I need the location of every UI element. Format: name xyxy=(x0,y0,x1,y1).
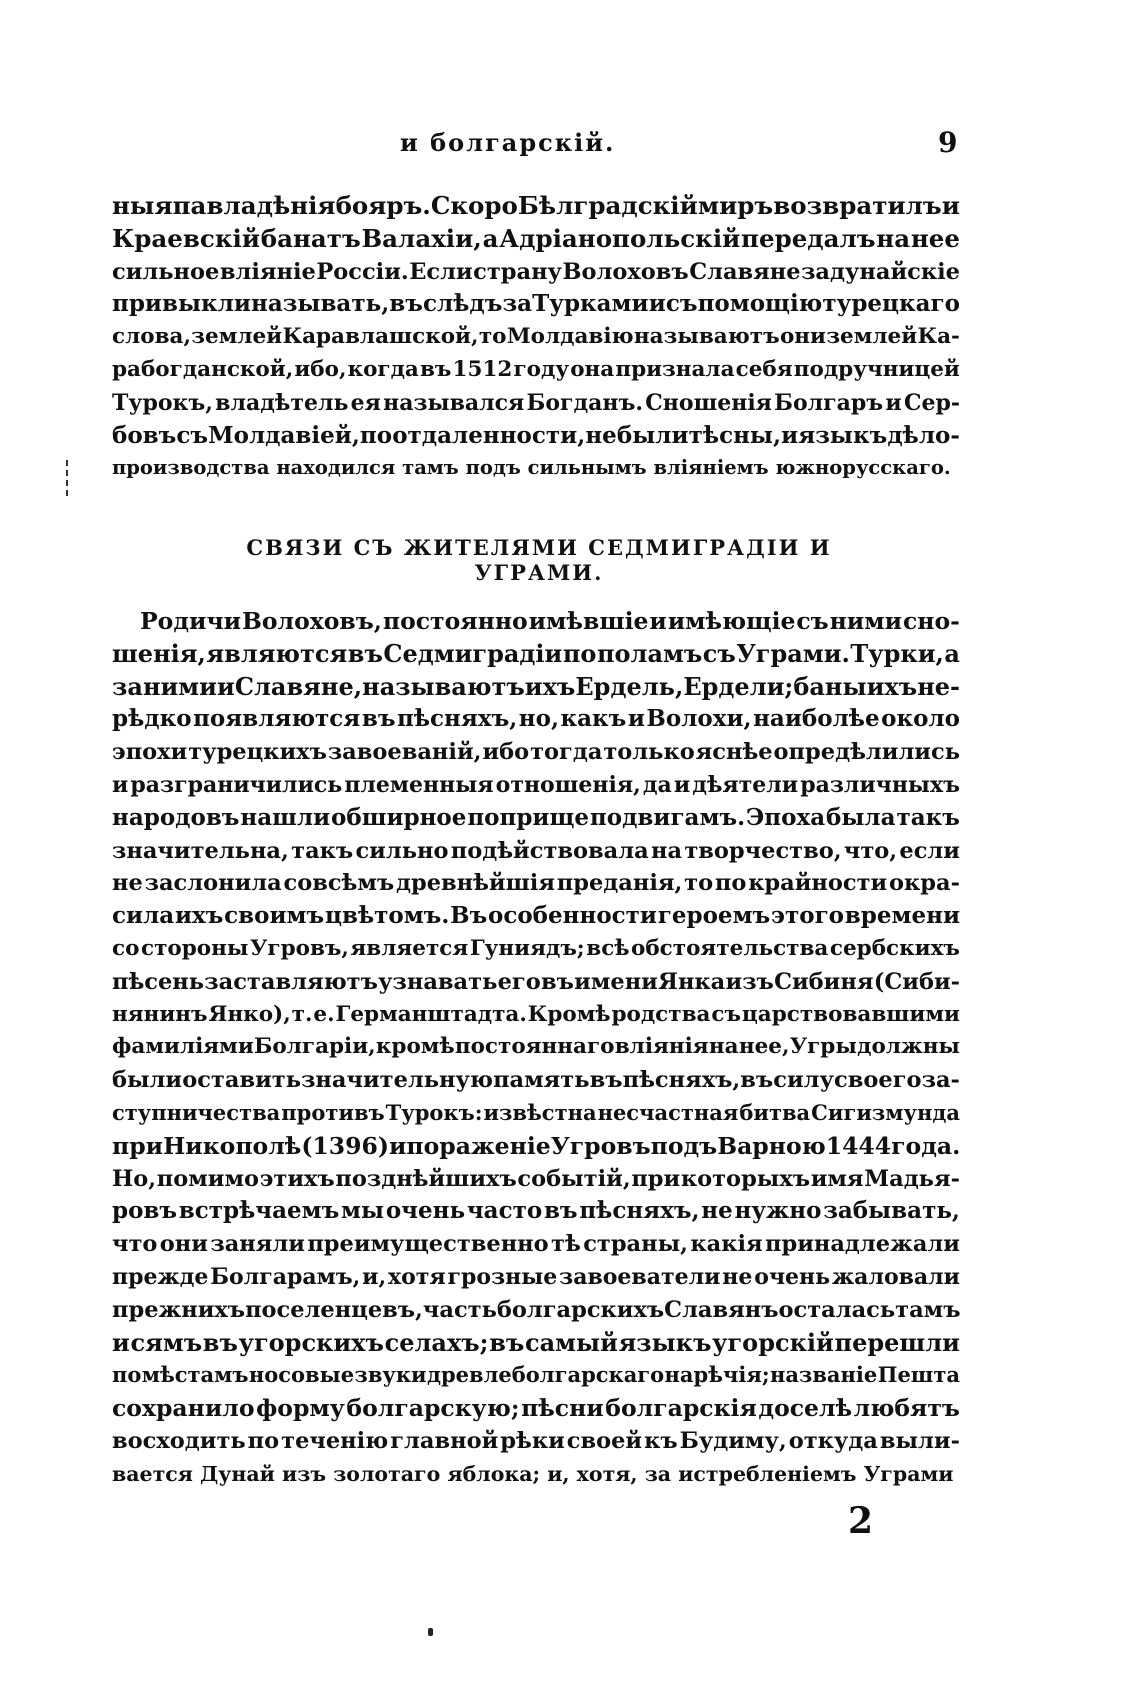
text-line: по мѣстамъ носовые звуки древлеболгарскаго нарѣчія; названіе Пешта xyxy=(112,1362,960,1388)
signature-mark: 2 xyxy=(848,1500,874,1542)
text-line: вается Дунай изъ золотаго яблока; и, хотя, за истребленіемъ Уграми xyxy=(112,1461,954,1486)
text-line: фамиліями Болгаріи, кромѣ постояннаго вліянія на нее, Угры должны xyxy=(112,1034,960,1060)
text-line: ровъ встрѣчаемъ мы очень часто въ пѣсняхъ, не нужно забывать, xyxy=(112,1197,960,1225)
margin-mark xyxy=(66,460,71,496)
text-line: производства находился тамъ подъ сильнымъ вліяніемъ южнорусскаго. xyxy=(112,456,951,480)
text-line: не заслонила совсѣмъ древнѣйшія преданія, то по крайности окра- xyxy=(112,870,960,897)
text-line: слова, землей Каравлашской, то Молдавію называютъ они землей Ка- xyxy=(112,324,960,350)
running-head: и болгарскій. xyxy=(400,128,616,157)
text-line: пѣсень заставляютъ узнавать его въ имени Янка изъ Сибиня (Сиби- xyxy=(112,968,960,995)
text-line: и разграничились племенныя отношенія, да и дѣятели различныхъ xyxy=(112,771,960,798)
text-line: бовъ съ Молдавіей, по отдаленности, не были тѣсны, и языкъ дѣло- xyxy=(112,421,960,449)
text-line: шенія, являются въ Седмиградіи по поламъ съ Уграми. Турки, а xyxy=(112,638,960,668)
text-line: что они заняли преимущественно тѣ страны, какія принадлежали xyxy=(112,1231,960,1258)
text-line: и сямъ въ угорскихъ селахъ; въ самый языкъ угорскій перешли xyxy=(112,1327,960,1357)
ink-speck xyxy=(428,1628,433,1636)
text-line: прежде Болгарамъ, и, хотя грозные завоеватели не очень жаловали xyxy=(112,1263,960,1290)
text-line: при Никополѣ (1396) и пораженіе Угровъ подъ Варною 1444 года. xyxy=(112,1131,961,1160)
page-number: 9 xyxy=(938,126,958,159)
text-line: за ними и Славяне, называютъ ихъ Ердель, Ердели; баны ихъ не- xyxy=(112,671,960,701)
text-line: привыкли называть, въ слѣдъ за Турками и съ помощію турецкаго xyxy=(112,290,960,318)
text-line: сила ихъ своимъ цвѣтомъ. Въ особенности героемъ этого времени xyxy=(112,902,960,930)
text-line: ныя па владѣнія бояръ. Скоро Бѣлградскій миръ возвратилъ и xyxy=(112,191,960,220)
paragraph-1 xyxy=(112,190,960,485)
text-line: Родичи Волоховъ, постоянно имѣвшіе и имѣющіе съ ними сно- xyxy=(140,607,960,635)
text-line: Краевскій банатъ Валахіи, а Адріанопольскій передалъ на нее xyxy=(112,223,960,253)
text-line: рабогданской, ибо, когда въ 1512 году она признала себя подручницей xyxy=(112,356,960,382)
text-line: нянинъ Янко), т. е. Германштадта. Кромѣ родства съ царствовавшими xyxy=(112,1001,960,1027)
text-line: рѣдко появляются въ пѣсняхъ, но, какъ и Волохи, наиболѣе около xyxy=(112,705,960,733)
text-line: народовъ нашли обширное поприще подвигамъ. Эпоха была такъ xyxy=(112,803,960,831)
text-line: ступничества противъ Турокъ: извѣстна несчастная битва Сигизмунда xyxy=(112,1099,960,1125)
section-heading: СВЯЗИ СЪ ЖИТЕЛЯМИ СЕДМИГРАДІИ И УГРАМИ. xyxy=(246,535,832,585)
text-line: прежнихъ поселенцевъ, часть болгарскихъ Славянъ осталась тамъ xyxy=(112,1296,961,1323)
text-line: восходить по теченію главной рѣки своей къ Будиму, откуда выли- xyxy=(112,1427,960,1454)
text-line: сильное вліяніе Россіи. Если страну Волоховъ Славяне задунайскіе xyxy=(112,258,960,285)
paragraph-2 xyxy=(112,605,960,1491)
text-line: Но, помимо этихъ позднѣйшихъ событій, при которыхъ имя Мадья- xyxy=(112,1165,960,1192)
text-line: были оставить значительную память въ пѣсняхъ, въ силу своего за- xyxy=(112,1067,960,1094)
text-line: сохранило форму болгарскую; пѣсни болгарскія доселѣ любятъ xyxy=(112,1394,960,1423)
text-line: со стороны Угровъ, является Гуниядъ; всѣ обстоятельства сербскихъ xyxy=(112,935,960,961)
text-line: эпохи турецкихъ завоеваній, ибо тогда только яснѣе опредѣлились xyxy=(112,739,960,766)
text-line: значительна, такъ сильно подѣйствовала на творчество, что, если xyxy=(112,837,960,864)
text-line: Турокъ, владѣтель ея назывался Богданъ. Сношенія Болгаръ и Сер- xyxy=(112,389,960,416)
